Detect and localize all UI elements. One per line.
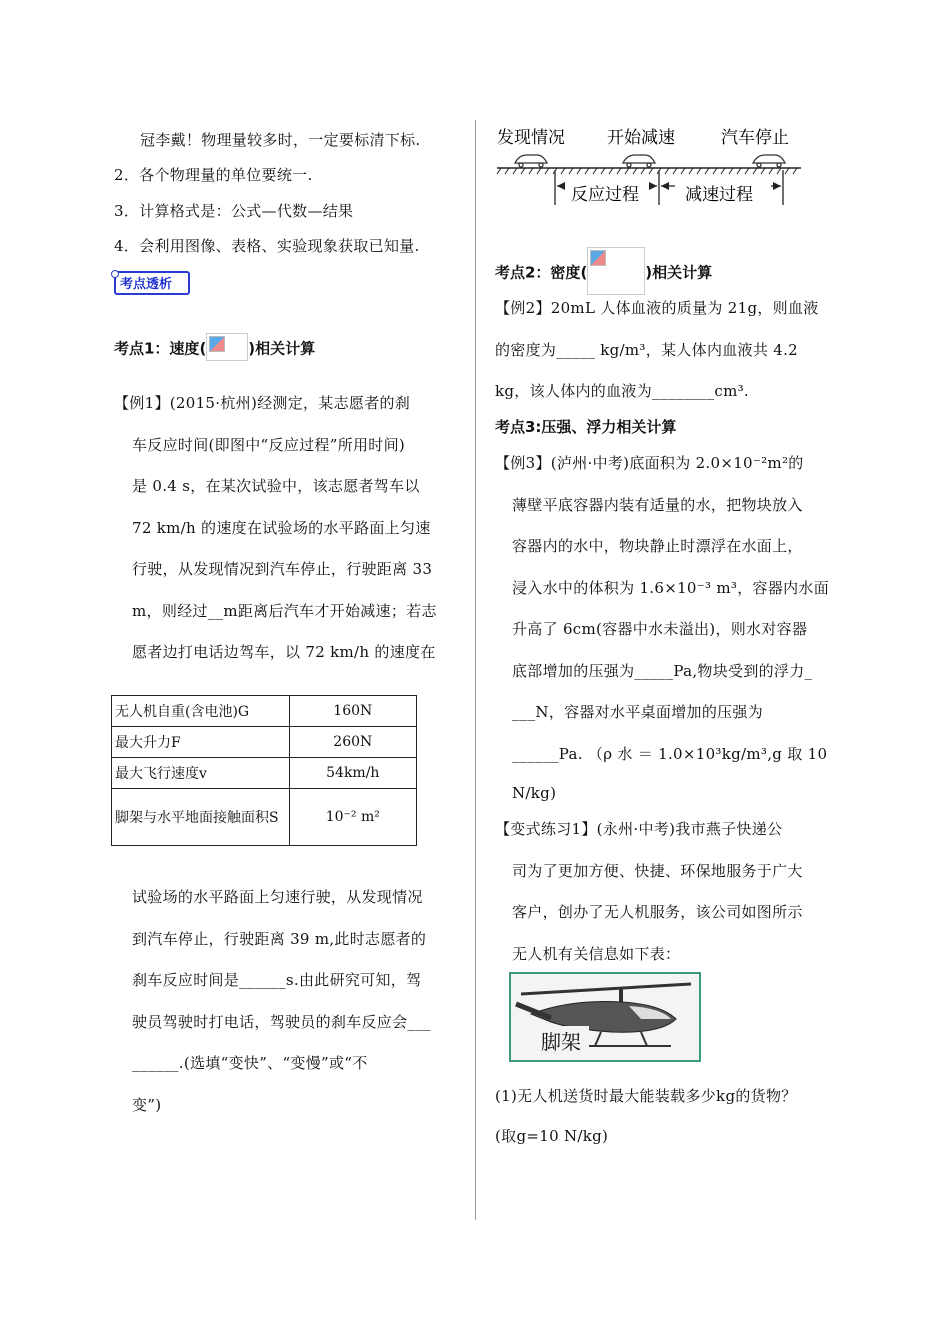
- text-line: ______Pa. （ρ 水 ＝ 1.0×10³kg/m³,g 取 10: [512, 744, 828, 763]
- text-line: 浸入水中的体积为 1.6×10⁻³ m³，容器内水面: [512, 578, 830, 597]
- text-line: 薄壁平底容器内装有适量的水，把物块放入: [512, 495, 803, 514]
- table-row: [112, 727, 417, 758]
- section-tag: 考点透析: [114, 271, 190, 295]
- text-line: 试验场的水平路面上匀速行驶，从发现情况: [132, 888, 423, 906]
- text-line: 刹车反应时间是______s.由此研究可知，驾: [132, 971, 422, 989]
- text-line: 升高了 6cm(容器中水未溢出)，则水对容器: [512, 620, 808, 638]
- label-start: 开始减速: [607, 128, 675, 148]
- text-line: 司为了更加方便、快捷、环保地服务于广大: [512, 861, 803, 880]
- text-line: 的密度为_____ kg/m³，某人体内血液共 4.2: [495, 340, 798, 359]
- text-line: 行驶，从发现情况到汽车停止，行驶距离 33: [132, 560, 433, 578]
- kp2-heading: [495, 249, 712, 297]
- spec-value: 10⁻² m²: [289, 789, 416, 846]
- spec-label: 无人机自重(含电池)G: [112, 696, 290, 727]
- list-item-3: 3．计算格式是：公式—代数—结果: [114, 202, 354, 220]
- text-line: 是 0.4 s，在某次试验中，该志愿者驾车以: [132, 477, 420, 495]
- kp2-suffix: )相关计算: [645, 263, 713, 282]
- column-divider: [475, 120, 476, 1220]
- list-item-2: 2．各个物理量的单位要统一.: [114, 166, 313, 184]
- table-row: [112, 789, 417, 846]
- drone-spec-table: [111, 695, 417, 846]
- car-icon: [753, 155, 785, 167]
- broken-image-icon: [587, 247, 645, 295]
- text-line: 容器内的水中，物块静止时漂浮在水面上，: [512, 537, 803, 555]
- broken-image-icon: [206, 333, 248, 361]
- text-line: 【变式练习1】(永州·中考)我市燕子快递公: [495, 820, 783, 838]
- spec-label: 脚架与水平地面接触面积S: [112, 789, 290, 846]
- spec-value: 160N: [289, 696, 416, 727]
- label-find: 发现情况: [497, 128, 565, 148]
- text-line: 变”): [132, 1095, 162, 1114]
- label-stop: 汽车停止: [721, 128, 789, 148]
- text-line: 【例3】(泸州·中考)底面积为 2.0×10⁻²m²的: [495, 454, 804, 472]
- text-line: kg，该人体内的血液为________cm³.: [495, 382, 749, 400]
- kp1-suffix: )相关计算: [248, 339, 316, 358]
- spec-label: 最大飞行速度v: [112, 758, 290, 789]
- text-line: 客户，创办了无人机服务，该公司如图所示: [512, 903, 803, 921]
- table-row: [112, 758, 417, 789]
- car-icon: [515, 155, 547, 167]
- text-line: 车反应时间(即图中“反应过程”所用时间): [132, 435, 406, 454]
- spec-value: 260N: [289, 727, 416, 758]
- label-decel: 减速过程: [685, 185, 753, 205]
- text-line: m，则经过__m距离后汽车才开始减速；若志: [132, 601, 437, 620]
- text-line: 无人机有关信息如下表：: [512, 944, 681, 963]
- helicopter-icon: [511, 974, 699, 1060]
- drone-image: [509, 972, 701, 1062]
- reaction-braking-diagram: [495, 120, 815, 210]
- text-line: 驶员驾驶时打电话，驾驶员的刹车反应会___: [132, 1012, 431, 1031]
- spec-value: 54km/h: [289, 758, 416, 789]
- intro-line: 冠李戴！物理量较多时，一定要标清下标.: [140, 131, 421, 149]
- kp2-prefix: 考点2：密度(: [495, 263, 588, 282]
- list-item-4: 4．会利用图像、表格、实验现象获取已知量.: [114, 237, 420, 255]
- spec-label: 最大升力F: [112, 727, 290, 758]
- car-icon: [623, 155, 655, 167]
- text-line: ______.(选填“变快”、“变慢”或“不: [132, 1054, 368, 1072]
- kp1-prefix: 考点1：速度(: [114, 339, 207, 358]
- kp3-heading: 考点3:压强、浮力相关计算: [495, 418, 677, 436]
- text-line: 72 km/h 的速度在试验场的水平路面上匀速: [132, 518, 431, 537]
- text-line: 到汽车停止，行驶距离 39 m,此时志愿者的: [132, 929, 427, 948]
- kp1-heading: [114, 335, 315, 363]
- heli-label: 脚架: [541, 1030, 581, 1054]
- text-line: 【例1】(2015·杭州)经测定，某志愿者的刹: [114, 394, 411, 412]
- question-1-note: (取g=10 N/kg): [495, 1127, 609, 1145]
- label-react: 反应过程: [571, 185, 639, 205]
- text-line: N/kg): [512, 784, 557, 802]
- question-1: (1)无人机送货时最大能装载多少kg的货物？: [495, 1087, 797, 1105]
- table-row: [112, 696, 417, 727]
- text-line: 愿者边打电话边驾车，以 72 km/h 的速度在: [132, 643, 436, 661]
- text-line: ___N，容器对水平桌面增加的压强为: [512, 703, 764, 721]
- text-line: 底部增加的压强为_____Pa,物块受到的浮力_: [512, 661, 813, 680]
- text-line: 【例2】20mL 人体血液的质量为 21g，则血液: [495, 299, 819, 317]
